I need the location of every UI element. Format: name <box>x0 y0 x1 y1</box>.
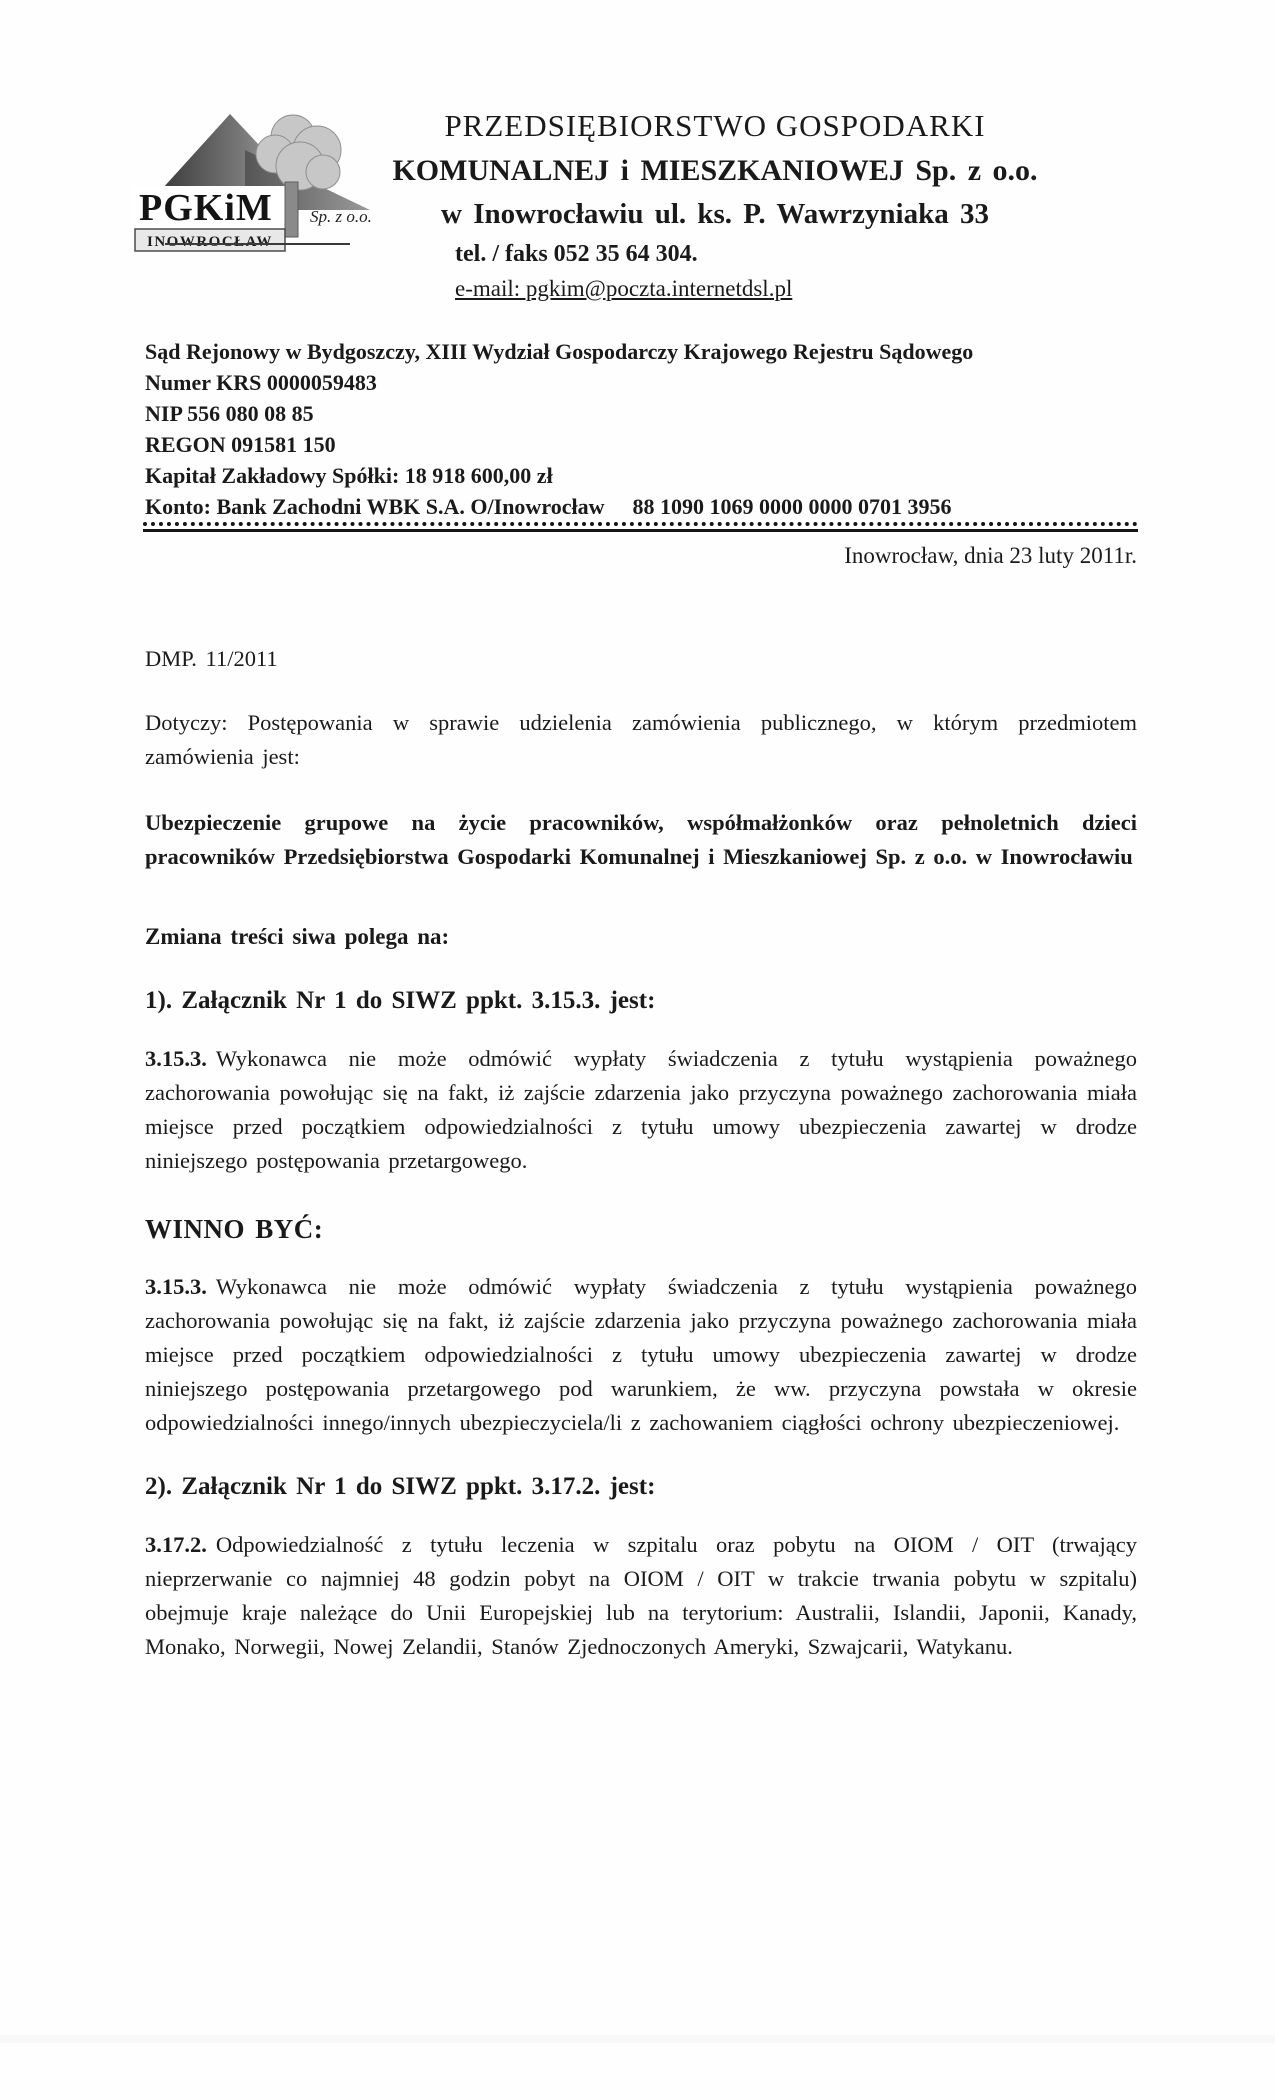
registry-court: Sąd Rejonowy w Bydgoszczy, XIII Wydział Gospodarczy Krajowego Rejestru Sądowego <box>145 339 974 364</box>
registry-info <box>145 336 1145 522</box>
winno-byc-paragraph-number: 3.15.3. <box>145 1274 207 1299</box>
logo-city-text: INOWROCŁAW <box>147 234 273 250</box>
scan-artifact <box>0 2035 1275 2043</box>
winno-byc-paragraph-text: Wykonawca nie może odmówić wypłaty świadczenia z tytułu wystąpienia poważnego zachorowania powołując się na fakt, iż zajście zdarzenia jako przyczyna poważnego zachorowania miała miejsce przed początkiem odpowiedzialności z tytułu umowy ubezpieczenia zawartej w drodze niniejszego postępowania przetargowego pod warunkiem, że ww. przyczyna powstała w okresie odpowiedzialności innego/innych ubezpieczyciela/li z zachowaniem ciągłości ochrony ubezpieczeniowej. <box>145 1274 1137 1435</box>
section2-paragraph-text: Odpowiedzialność z tytułu leczenia w szpitalu oraz pobytu na OIOM / OIT (trwający nieprzerwanie co najmniej 48 godzin pobyt na OIOM / OIT w trakcie trwania pobytu w szpitalu) obejmuje kraje należące do Unii Europejskiej lub na terytorium: Australii, Islandii, Japonii, Kanady, Monako, Norwegii, Nowej Zelandii, Stanów Zjednoczonych Ameryki, Szwajcarii, Watykanu. <box>145 1532 1137 1659</box>
reference-number: DMP. 11/2011 <box>145 646 278 671</box>
registry-account-number: 88 1090 1069 0000 0000 0701 3956 <box>632 494 952 519</box>
section1-paragraph-text: Wykonawca nie może odmówić wypłaty świadczenia z tytułu wystąpienia poważnego zachorowania powołując się na fakt, iż zajście zdarzenia jako przyczyna poważnego zachorowania miała miejsce przed początkiem odpowiedzialności z tytułu umowy ubezpieczenia zawartej w drodze niniejszego postępowania przetargowego. <box>145 1046 1137 1173</box>
company-name-line1: PRZEDSIĘBIORSTWO GOSPODARKI <box>444 108 986 143</box>
company-logo <box>125 92 395 267</box>
letterhead <box>360 108 1070 302</box>
company-name-line2: KOMUNALNEJ i MIESZKANIOWEJ Sp. z o.o. <box>392 154 1038 187</box>
change-intro: Zmiana treści siwa polega na: <box>145 924 450 949</box>
registry-krs: Numer KRS 0000059483 <box>145 370 377 395</box>
logo-name-text: PGKiM <box>139 187 273 229</box>
logo-suffix-text: Sp. z o.o. <box>310 207 372 226</box>
registry-account-gap <box>604 491 632 522</box>
section1-heading: 1). Załącznik Nr 1 do SIWZ ppkt. 3.15.3. jest: <box>145 987 656 1014</box>
registry-nip: NIP 556 080 08 85 <box>145 401 314 426</box>
winno-byc-paragraph <box>145 1270 1137 1440</box>
logo-underline <box>165 243 350 245</box>
company-email-text: e-mail: pgkim@poczta.internetdsl.pl <box>455 276 793 301</box>
section2-paragraph-number: 3.17.2. <box>145 1532 207 1557</box>
registry-regon: REGON 091581 150 <box>145 432 336 457</box>
section2-heading: 2). Załącznik Nr 1 do SIWZ ppkt. 3.17.2. jest: <box>145 1473 656 1500</box>
section1-paragraph <box>145 1042 1137 1178</box>
company-email <box>360 276 1070 302</box>
registry-capital: Kapitał Zakładowy Spółki: 18 918 600,00 zł <box>145 463 553 488</box>
company-address: w Inowrocławiu ul. ks. P. Wawrzyniaka 33 <box>441 198 989 230</box>
registry-account-label: Konto: Bank Zachodni WBK S.A. O/Inowrocław <box>145 494 605 519</box>
subject-intro: Dotyczy: Postępowania w sprawie udzielenia zamówienia publicznego, w którym przedmiotem zamówienia jest: <box>145 710 1137 769</box>
date-line: Inowrocław, dnia 23 luty 2011r. <box>844 543 1137 568</box>
section1-paragraph-number: 3.15.3. <box>145 1046 207 1071</box>
pgkim-logo-icon <box>125 92 395 267</box>
subject-title: Ubezpieczenie grupowe na życie pracowników, współmałżonków oraz pełnoletnich dzieci pracowników Przedsiębiorstwa Gospodarki Komunalnej i Mieszkaniowej Sp. z o.o. w Inowrocławiu <box>145 810 1137 869</box>
dotted-divider <box>143 522 1138 532</box>
company-phone: tel. / faks 052 35 64 304. <box>455 241 698 267</box>
winno-byc-heading: WINNO BYĆ: <box>145 1214 324 1244</box>
tree-trunk-icon <box>285 182 298 237</box>
document-body <box>145 642 1137 1664</box>
section2-paragraph <box>145 1528 1137 1664</box>
registry-account <box>145 491 1145 522</box>
